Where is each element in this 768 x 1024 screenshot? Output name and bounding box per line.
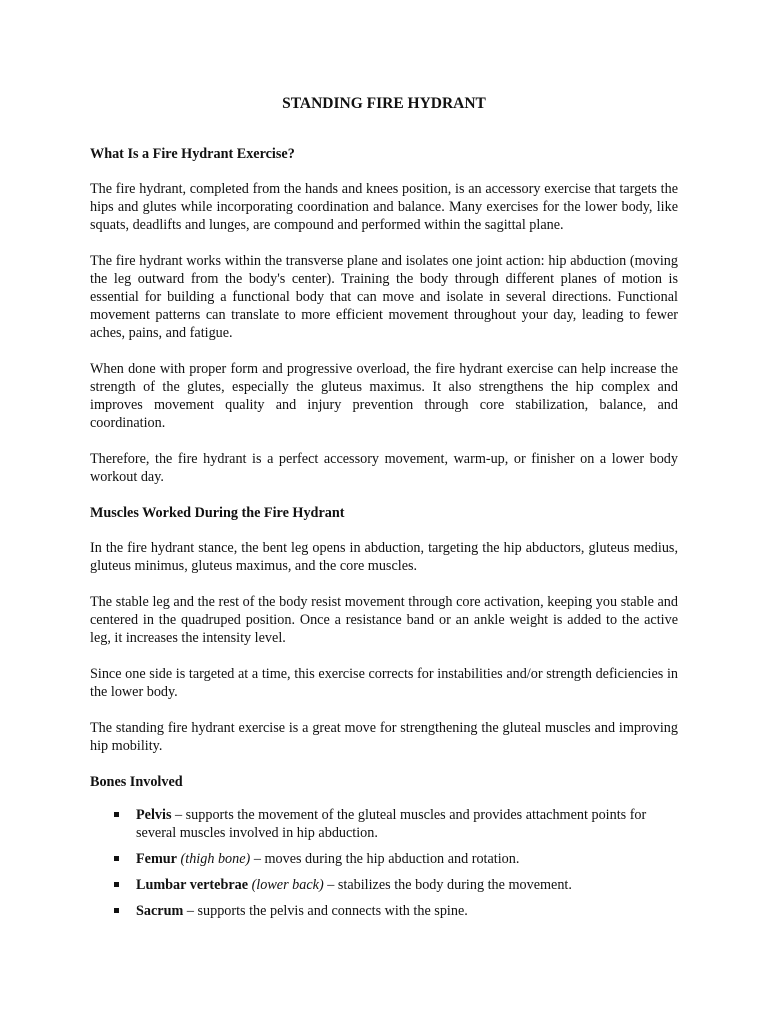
bones-list bbox=[90, 806, 678, 920]
square-bullet-icon bbox=[114, 856, 119, 861]
bone-name: Lumbar vertebrae bbox=[136, 877, 249, 893]
square-bullet-icon bbox=[114, 812, 119, 817]
section-heading-what-is: What Is a Fire Hydrant Exercise? bbox=[90, 146, 295, 162]
document-title: STANDING FIRE HYDRANT bbox=[282, 95, 486, 112]
paragraph: The fire hydrant works within the transverse plane and isolates one joint action: hip abduction (moving the leg outward from the body's center). Training the body through different planes of motion is essential for building a functional body that can move and isolate in several directions. Functional movement patterns can translate to more efficient movement throughout your day, leading to fewer aches, pains, and fatigue. bbox=[90, 253, 678, 341]
bone-note: (lower back) bbox=[251, 877, 324, 893]
section-heading-muscles: Muscles Worked During the Fire Hydrant bbox=[90, 505, 345, 521]
paragraph: When done with proper form and progressive overload, the fire hydrant exercise can help increase the strength of the glutes, especially the gluteus maximus. It also strengthens the hip complex and improves movement quality and injury prevention through core stabilization, balance, and coordination. bbox=[90, 361, 678, 431]
bone-item-sacrum bbox=[90, 902, 678, 920]
section-heading-bones: Bones Involved bbox=[90, 774, 183, 790]
paragraph: The standing fire hydrant exercise is a great move for strengthening the gluteal muscles and improving hip mobility. bbox=[90, 720, 678, 754]
bone-description: – supports the movement of the gluteal muscles and provides attachment points for several muscles involved in hip abduction. bbox=[136, 807, 647, 841]
paragraph: The stable leg and the rest of the body resist movement through core activation, keeping you stable and centered in the quadruped position. Once a resistance band or an ankle weight is added to the active leg, it increases the intensity level. bbox=[90, 594, 678, 646]
paragraph: Therefore, the fire hydrant is a perfect accessory movement, warm-up, or finisher on a lower body workout day. bbox=[90, 451, 678, 485]
bone-note: (thigh bone) bbox=[180, 851, 251, 867]
bone-name: Pelvis bbox=[136, 807, 172, 823]
bone-name: Sacrum bbox=[136, 903, 184, 919]
square-bullet-icon bbox=[114, 908, 119, 913]
paragraph: In the fire hydrant stance, the bent leg opens in abduction, targeting the hip abductors, gluteus medius, gluteus minimus, gluteus maximus, and the core muscles. bbox=[90, 540, 678, 574]
document-page bbox=[90, 94, 678, 928]
paragraph: Since one side is targeted at a time, this exercise corrects for instabilities and/or strength deficiencies in the lower body. bbox=[90, 666, 678, 700]
bone-description: – moves during the hip abduction and rotation. bbox=[250, 851, 520, 867]
bone-item-pelvis bbox=[90, 806, 678, 842]
bone-item-femur bbox=[90, 850, 678, 868]
bone-description: – stabilizes the body during the movement. bbox=[323, 877, 572, 893]
paragraph: The fire hydrant, completed from the hands and knees position, is an accessory exercise that targets the hips and glutes while incorporating coordination and balance. Many exercises for the lower body, like squats, deadlifts and lunges, are compound and performed within the sagittal plane. bbox=[90, 181, 678, 233]
bone-name: Femur bbox=[136, 851, 177, 867]
bone-description: – supports the pelvis and connects with the spine. bbox=[183, 903, 468, 919]
square-bullet-icon bbox=[114, 882, 119, 887]
bone-item-lumbar-vertebrae bbox=[90, 876, 678, 894]
